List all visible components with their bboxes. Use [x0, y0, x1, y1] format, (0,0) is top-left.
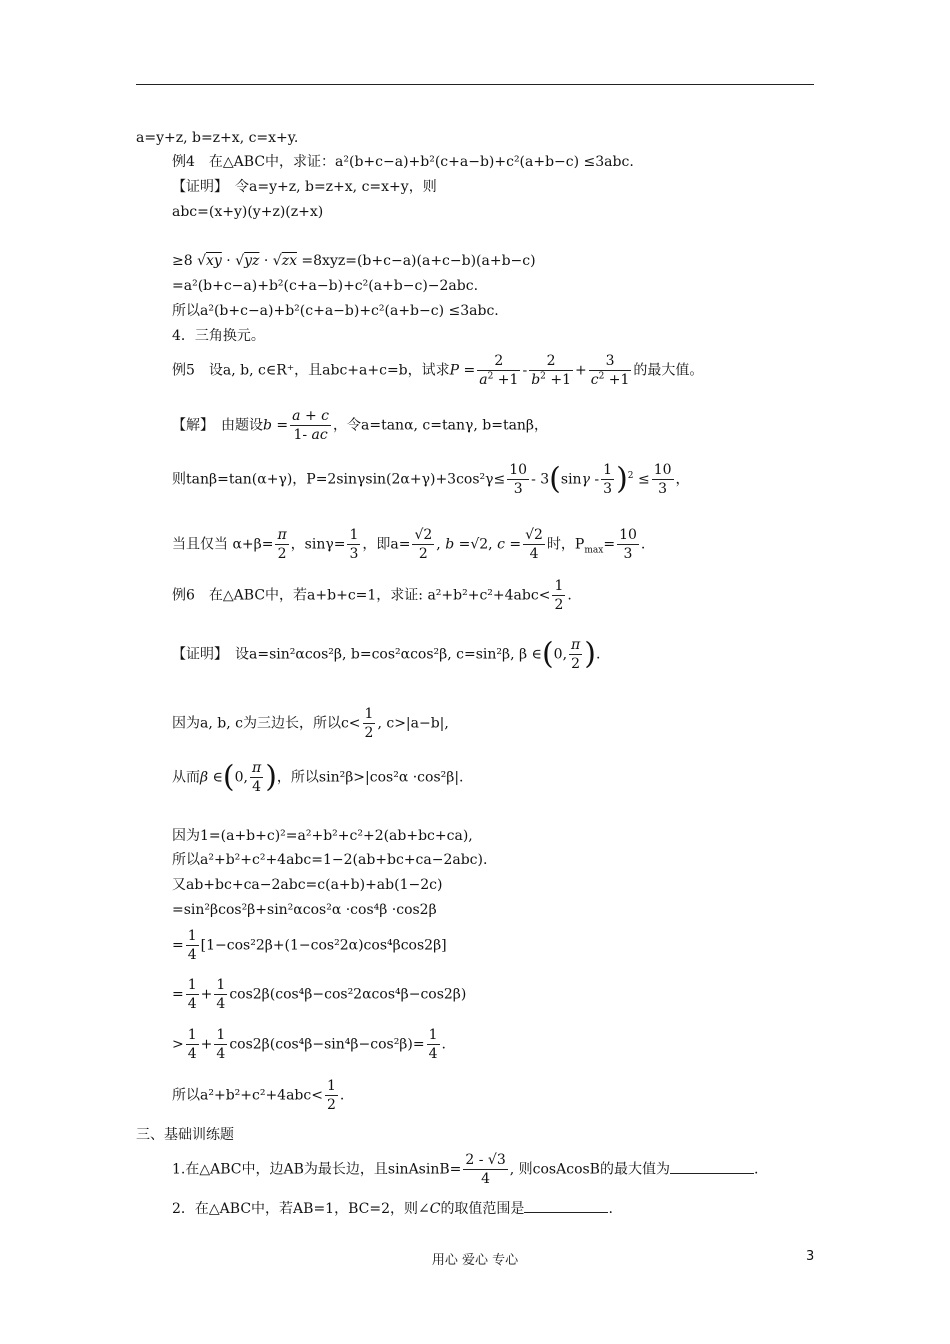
proof-6-conclusion: 所以a²+b²+c²+4abc< $\frac{1}{2}$ .	[172, 1078, 345, 1113]
exercise-1: 1.在△ABC中，边AB为最长边，且sinAsinB= $\frac{2 - √3}{4}$ , 则cosAcosB的最大值为 .	[172, 1152, 759, 1187]
answer-blank-2[interactable]	[524, 1198, 608, 1213]
solution-5-equality: 当且仅当 α+β= $\frac{\pi}{2}$ ，sinγ= $\frac{1}{3}$ ，即a= $\frac{√2}{2}$ , b =√2, c = $\frac{√2}{4}$ 时，$P_{max}=$ $\frac{10}{3}$ .	[172, 527, 646, 562]
proof-6-line-9: = $\frac{1}{4}$ + $\frac{1}{4}$ cos2β(cos⁴β−cos²2αcos⁴β−cos2β)	[172, 977, 467, 1012]
section-3-heading: 三、基础训练题	[136, 1127, 234, 1143]
proof-6-line-8: = $\frac{1}{4}$ [1−cos²2β+(1−cos²2α)cos⁴βcos2β]	[172, 928, 447, 963]
exercise-2: 2．在△ABC中，若AB=1，BC=2，则∠C的取值范围是 .	[172, 1198, 613, 1218]
proof-6-line-3: 从而β ∈(0, $\frac{\pi}{4}$ )，所以sin²β>|cos²α ·cos²β|.	[172, 759, 464, 795]
solution-5-line-2: 则tanβ=tan(α+γ)，P=2sinγsin(2α+γ)+3cos²γ≤ $\frac{10}{3}$ - 3(sinγ - $\frac{1}{3}$ )$^2$ ≤ $\frac{10}{3}$ ，	[172, 461, 690, 497]
proof-6-line-5: 所以a²+b²+c²+4abc=1−2(ab+bc+ca−2abc).	[172, 852, 488, 868]
proof-6-line-2: 因为a, b, c为三边长，所以c< $\frac{1}{2}$ , c>|a−b|,	[172, 706, 449, 741]
proof-4-line-3: ≥8 √xy · √yz · √zx =8xyz=(b+c−a)(a+c−b)(a+b−c)	[172, 253, 536, 269]
solution-5-start: 【解】 由题设b = $\frac{a + c}{1- ac}$ ，令a=tanα, c=tanγ, b=tanβ，	[172, 408, 549, 443]
proof-6-line-4: 因为1=(a+b+c)²=a²+b²+c²+2(ab+bc+ca),	[172, 828, 473, 844]
answer-blank-1[interactable]	[670, 1159, 754, 1174]
page-number: 3	[806, 1249, 815, 1264]
section-4-heading: 4．三角换元。	[172, 328, 265, 344]
proof-6-line-10: > $\frac{1}{4}$ + $\frac{1}{4}$ cos2β(cos⁴β−sin⁴β−cos²β)= $\frac{1}{4}$ .	[172, 1027, 446, 1062]
proof-4-line-4: =a²(b+c−a)+b²(c+a−b)+c²(a+b−c)−2abc.	[172, 278, 479, 294]
header-rule	[136, 84, 814, 85]
proof-6-line-6: 又ab+bc+ca−2abc=c(a+b)+ab(1−2c)	[172, 877, 443, 893]
proof-6-start: 【证明】 设a=sin²αcos²β, b=cos²αcos²β, c=sin²β, β ∈(0, $\frac{\pi}{2}$ ).	[172, 636, 601, 672]
text-line-1: a=y+z, b=z+x, c=x+y.	[136, 130, 299, 146]
example-4: 例4 在△ABC中，求证：a²(b+c−a)+b²(c+a−b)+c²(a+b−c) ≤3abc.	[172, 154, 634, 170]
footer-text: 用心 爱心 专心	[431, 1253, 519, 1268]
proof-4-conclusion: 所以a²(b+c−a)+b²(c+a−b)+c²(a+b−c) ≤3abc.	[172, 303, 499, 319]
proof-4-line-2: abc=(x+y)(y+z)(z+x)	[172, 204, 324, 220]
example-6: 例6 在△ABC中，若a+b+c=1，求证: a²+b²+c²+4abc< $\frac{1}{2}$ .	[172, 578, 572, 613]
proof-6-line-7: =sin²βcos²β+sin²αcos²α ·cos⁴β ·cos2β	[172, 902, 437, 918]
example-5: 例5 设a, b, c∈R⁺，且abc+a+c=b，试求P = $\frac{2}{a^2 +1}$ - $\frac{2}{b^2 +1}$ + $\frac{3}{c^2 +1}$ 的最大值。	[172, 353, 704, 388]
proof-4-start: 【证明】 令a=y+z, b=z+x, c=x+y，则	[172, 179, 437, 195]
